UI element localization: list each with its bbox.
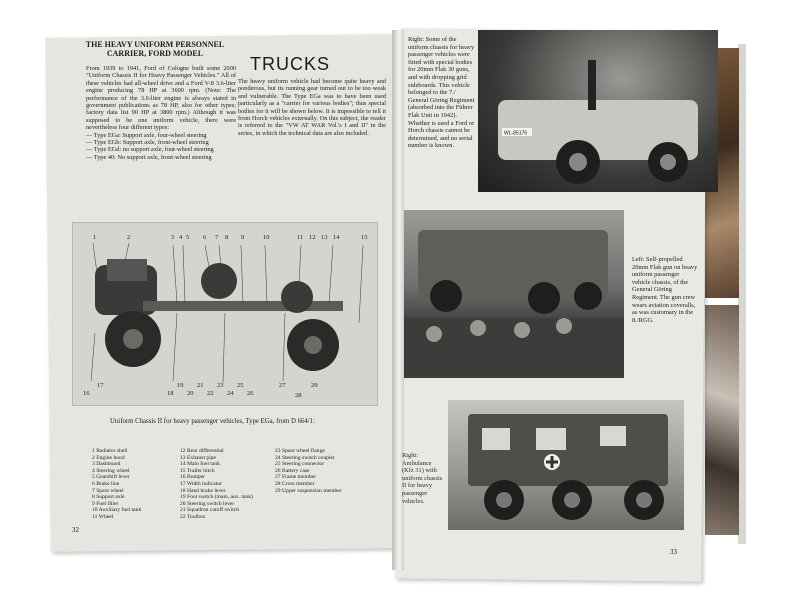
callout-number: 24 [227, 390, 234, 397]
article-heading: THE HEAVY UNIFORM PERSONNEL CARRIER, FORD MODEL [85, 40, 225, 58]
legend-item: 24 Steering switch coupler [275, 454, 335, 461]
legend-item: 7 Spare wheel [92, 487, 124, 494]
callout-number: 26 [247, 390, 254, 397]
text-column-middle: The heavy uniform vehicle had become quite heavy and ponderous, but its running gear turned out to be too weak and vulnerable. The Type EGa was to have been used particularly as a "carrier for various bodies"; thus special bodies for it will be shown below. It is impossible to tell it from Horch vehicles externally. On this subject, the reader is referred to the "VW AT WAR Vol.'s I and II" in the series, in which the technical data are also included. [238, 78, 386, 137]
book-edge [738, 44, 746, 544]
legend-item: 8 Support axle [92, 494, 125, 501]
legend-item: 16 Bumper [180, 474, 206, 481]
legend-item: 27 Frame member [275, 474, 317, 481]
callout-number: 17 [97, 382, 104, 389]
legend-item: 1 Radiator shell [92, 448, 128, 454]
callout-number: 9 [241, 234, 245, 241]
callout-number: 21 [197, 382, 204, 389]
legend-item: 23 Spare wheel flange [275, 448, 325, 454]
legend-item: 15 Trailer hitch [180, 467, 215, 474]
legend-item: 14 Main fuel tank [180, 461, 220, 468]
legend-column-2 [180, 448, 272, 521]
next-page-photo-strip-bottom [705, 305, 739, 535]
callout-number: 16 [83, 390, 90, 397]
caption-self-propelled: Left: Self-propelled 20mm Flak gun on heavy uniform passenger vehicle chassis, of the General Göring Regiment. The gun crew wears aviation coveralls, as was customary in the 8./RGG. [632, 256, 698, 324]
callout-number: 23 [217, 382, 224, 389]
type-item: — Type EGd: no support axle, four-wheel steering [86, 146, 214, 154]
self-propelled-flak-photo [404, 210, 624, 378]
legend-item: 9 Fuel filler [92, 500, 119, 507]
type-item: — Type 40: No support axle, front-wheel steering [86, 153, 212, 161]
radiator-shape [107, 259, 147, 281]
chassis-diagram [72, 222, 378, 406]
callout-number: 14 [333, 234, 340, 241]
legend-item: 5 Gearshift lever [92, 474, 130, 481]
callout-number: 10 [263, 234, 270, 241]
spare-wheel-shape [201, 263, 237, 299]
callout-number: 5 [186, 234, 190, 241]
legend-item: 4 Steering wheel [92, 467, 130, 474]
legend-column-3 [275, 448, 375, 494]
callout-number: 2 [127, 234, 131, 241]
callout-number: 12 [309, 234, 316, 241]
callout-number: 13 [321, 234, 328, 241]
callout-number: 4 [179, 234, 183, 241]
legend-item: 12 Rear differential [180, 448, 224, 454]
callout-number: 15 [361, 234, 368, 241]
legend-item: 3 Dashboard [92, 461, 121, 468]
callout-number: 27 [279, 382, 286, 389]
legend-item: 6 Brake line [92, 480, 120, 487]
legend-item: 18 Hand brake lever [180, 487, 226, 494]
legend-item: 10 Auxiliary fuel tank [92, 507, 142, 514]
callout-number: 6 [203, 234, 207, 241]
plate-number: WL-85176 [504, 130, 528, 137]
legend-item: 19 Foot switch (main, aux. tank) [180, 494, 253, 501]
caption-flak-chassis: Right: Some of the uniform chassis for heavy passenger vehicles were fitted with special bodies for 20mm Flak 30 guns, and with dropping grid sideboards. This vehicle belonged to the 7./ General Göring Regiment (absorbed into the Führer Flak Unit in 1942). Whether is used a Ford or Horch chassis cannot be determined, and no serial number is known. [408, 36, 475, 150]
callout-number: 1 [93, 234, 97, 241]
callout-number: 18 [167, 390, 174, 397]
section-title: TRUCKS [250, 54, 331, 74]
callout-number: 3 [171, 234, 175, 241]
callout-number: 25 [237, 382, 244, 389]
flak-gun-shape [588, 60, 596, 110]
legend-item: 17 Width indicator [180, 480, 222, 487]
diagram-caption: Uniform Chassis II for heavy passenger vehicles, Type EGa, from D 664/1: [110, 418, 315, 425]
callout-number: 19 [177, 382, 184, 389]
legend-column-1 [92, 448, 182, 521]
legend-item: 29 Upper suspension member [275, 487, 342, 494]
page-number-right: 33 [670, 548, 677, 556]
callout-number: 8 [225, 234, 229, 241]
callout-number: 20 [187, 390, 194, 397]
type-item: — Type EGa: Support axle, four-wheel steering [86, 131, 207, 139]
support-wheel-shape [281, 281, 313, 313]
page-number-left: 32 [72, 526, 79, 534]
callout-number: 29 [311, 382, 318, 389]
callout-number: 11 [297, 234, 304, 241]
type-item: — Type EGb: Support axle, front-wheel steering [86, 139, 209, 147]
ambulance-photo [448, 400, 684, 530]
legend-item: 20 Steering switch lever [180, 500, 235, 507]
caption-ambulance: Right: Ambulance (Kfz 31) with uniform chassis II for heavy passenger vehicles. [402, 452, 443, 505]
legend-item: 26 Battery case [275, 467, 310, 474]
text-column-left [86, 65, 236, 161]
legend-item: 25 Steering connector [275, 461, 325, 468]
legend-item: 22 Toolbox [180, 513, 206, 520]
legend-item: 28 Cross member [275, 480, 315, 487]
legend-item: 2 Engine hood [92, 454, 125, 461]
legend-item: 11 Wheel [92, 513, 114, 520]
chassis-drawing [73, 223, 377, 405]
flak-vehicle-photo [478, 30, 718, 192]
intro-paragraph: From 1939 to 1941, Ford of Cologne built some 2000 "Uniform Chassis II for Heavy Passenger Vehicles." All of these vehicles had all-wheel drive and a Ford V-8 3.6-liter engine producing 78 HP at 3600 rpm. (Note: The performance of the 3.6-liter engine is always stated in government publications as 78 HP, also for other types; factory data list 90 HP at 3800 rpm.) Although it was supposed to be one uniform vehicle, there were nevertheless four different types: [86, 65, 236, 132]
legend-item: 21 Squadron cutoff switch [180, 507, 240, 514]
legend-item: 13 Exhaust pipe [180, 454, 217, 461]
callout-number: 28 [295, 392, 302, 399]
callout-number: 7 [215, 234, 219, 241]
callout-number: 22 [207, 390, 214, 397]
